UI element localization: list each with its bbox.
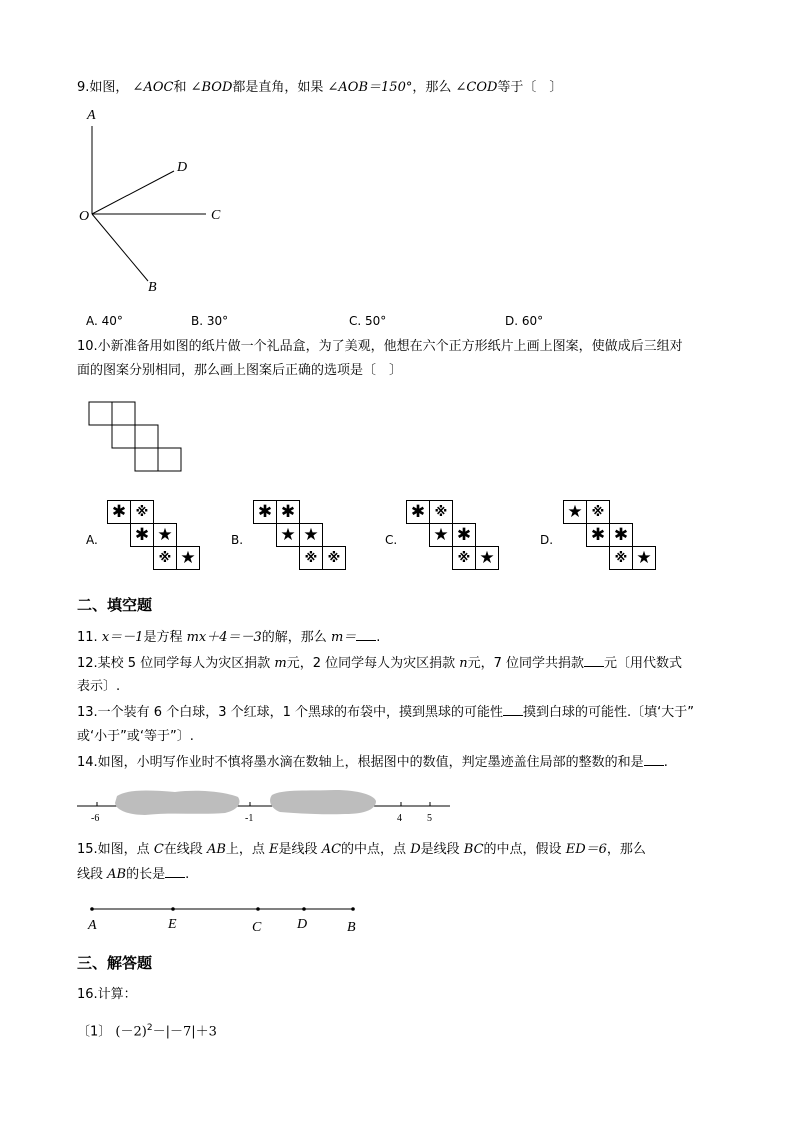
q13-text: 摸到白球的可能性.〔填‘大于” [523, 705, 695, 720]
q15-var-ab: AB [107, 867, 127, 882]
net-cell: ✱ [107, 500, 131, 524]
q11-equation: mx＋4＝－3 [186, 630, 262, 645]
q12-text: 元，7 位同学共捐款 [467, 656, 585, 671]
net-cell: ✱ [586, 523, 610, 547]
q16-expr-exponent: 2 [146, 1023, 153, 1033]
net-cell: ★ [429, 523, 453, 547]
net-cell: ✱ [406, 500, 430, 524]
seg-label-e: E [168, 917, 177, 932]
q15-text: 上，点 [225, 842, 265, 857]
q15-var-e: E [269, 842, 279, 857]
q16-part-1 [77, 1019, 217, 1041]
tick-label-neg6: -6 [91, 813, 100, 824]
net-cell: ★ [299, 523, 323, 547]
q10-option-b-letter[interactable]: B. [231, 533, 244, 547]
q15-var-ac: AC [321, 842, 342, 857]
net-cell: ※ [429, 500, 453, 524]
q11-eq-m: m＝ [330, 630, 357, 645]
q15-text: 是线段 [278, 842, 318, 857]
q10-stem-line2: 面的图案分别相同，那么画上图案后正确的选项是〔 〕 [77, 363, 403, 378]
net-cell: ★ [176, 546, 200, 570]
tick-label-5: 5 [427, 813, 432, 824]
net-cell: ✱ [609, 523, 633, 547]
q10-stem-line1: 10.小新准备用如图的纸片做一个礼品盒，为了美观，他想在六个正方形纸片上画上图案，使做成后三组对 [77, 339, 683, 354]
q12-var-n: n [459, 656, 468, 671]
q9-option-a[interactable]: A. 40° [86, 314, 123, 328]
point-a [90, 907, 94, 911]
point-o-label: O [79, 209, 90, 224]
net-cell: ※ [153, 546, 177, 570]
q15-var-ab: AB [206, 842, 226, 857]
q12-stem-line2: 表示〕. [77, 679, 121, 694]
q12-text: 12.某校 5 位同学每人为灾区捐款 [77, 656, 271, 671]
q14-text: . [663, 755, 668, 770]
q15-text: 的中点，点 [341, 842, 407, 857]
q13-text: 13.一个装有 6 个白球，3 个红球，1 个黑球的布袋中，摸到黑球的可能性 [77, 705, 504, 720]
q15-text: 的中点，假设 [483, 842, 562, 857]
q15-text: 线段 [77, 867, 104, 882]
net-cell: ※ [322, 546, 346, 570]
point-a-label: A [87, 108, 96, 123]
q15-var-c: C [153, 842, 164, 857]
q15-text: 的长是 [126, 867, 166, 882]
q10-option-c-letter[interactable]: C. [385, 533, 398, 547]
q9-angle-aob: ∠AOB＝150° [327, 80, 413, 95]
seg-label-d: D [297, 917, 308, 932]
q10-option-a-letter[interactable]: A. [86, 533, 98, 547]
q11-text: . [376, 630, 381, 645]
q9-text: 都是直角，如果 [232, 80, 324, 95]
q15-text: 15.如图，点 [77, 842, 150, 857]
net-cell: ✱ [130, 523, 154, 547]
q9-text: 和 [173, 80, 187, 95]
q15-text: ，那么 [606, 842, 646, 857]
net-cell: ✱ [452, 523, 476, 547]
net-cell: ★ [276, 523, 300, 547]
point-c [256, 907, 260, 911]
net-cell: ✱ [276, 500, 300, 524]
net-cell: ✱ [253, 500, 277, 524]
net-cell: ★ [632, 546, 656, 570]
q15-text: 是线段 [420, 842, 460, 857]
point-e [171, 907, 175, 911]
net-cell: ※ [586, 500, 610, 524]
q16-expr-rest: －|－7|＋3 [152, 1024, 217, 1040]
tick-label-4: 4 [397, 813, 402, 824]
net-cell: ★ [475, 546, 499, 570]
point-c-label: C [211, 208, 221, 223]
point-d [302, 907, 306, 911]
net-cell: ※ [609, 546, 633, 570]
q9-angle-bod: ∠BOD [190, 80, 233, 95]
point-b [351, 907, 355, 911]
q9-option-b[interactable]: B. 30° [191, 314, 229, 328]
net-cell: ※ [299, 546, 323, 570]
q10-option-d-letter[interactable]: D. [540, 533, 554, 547]
q14-text: 14.如图，小明写作业时不慎将墨水滴在数轴上，根据图中的数值，判定墨迹盖住局部的整数的和是 [77, 755, 644, 770]
q15-var-bc: BC [463, 842, 484, 857]
seg-label-a: A [88, 918, 97, 933]
q15-text: 在线段 [163, 842, 203, 857]
net-cell: ※ [130, 500, 154, 524]
section-2-heading: 二、填空题 [77, 596, 153, 614]
q12-var-m: m [274, 656, 287, 671]
net-cell: ★ [153, 523, 177, 547]
section-3-heading: 三、解答题 [77, 954, 153, 972]
q9-option-d[interactable]: D. 60° [505, 314, 544, 328]
q13-stem-line2: 或‘小于”或‘等于”〕. [77, 729, 194, 744]
net-cell: ※ [452, 546, 476, 570]
q12-text: 元，2 位同学每人为灾区捐款 [286, 656, 456, 671]
point-b-label: B [148, 280, 157, 295]
point-d-label: D [177, 160, 188, 175]
tick-label-neg1: -1 [245, 813, 254, 824]
q11-number: 11. [77, 630, 98, 645]
q9-option-c[interactable]: C. 50° [349, 314, 387, 328]
q15-text: . [185, 867, 190, 882]
q16-title: 16.计算： [77, 987, 137, 1002]
q15-var-ed: ED＝6 [565, 842, 607, 857]
seg-label-b: B [347, 920, 356, 935]
q16-expr-base: (－2) [115, 1024, 147, 1040]
net-cell: ★ [563, 500, 587, 524]
q9-angle-aoc: ∠AOC [132, 80, 174, 95]
q15-var-d: D [410, 842, 421, 857]
q9-text: ，那么 [412, 80, 452, 95]
q9-text: 等于〔 〕 [497, 80, 563, 95]
q16-part-label: 〔1〕 [77, 1024, 112, 1040]
q11-text: 是方程 [143, 630, 183, 645]
q11-eq-x: x＝－1 [101, 630, 144, 645]
q12-text: 元〔用代数式 [604, 656, 683, 671]
seg-label-c: C [252, 920, 262, 935]
q9-number: 9.如图， [77, 80, 129, 95]
q9-angle-cod: ∠COD [455, 80, 498, 95]
q11-text: 的解，那么 [261, 630, 327, 645]
